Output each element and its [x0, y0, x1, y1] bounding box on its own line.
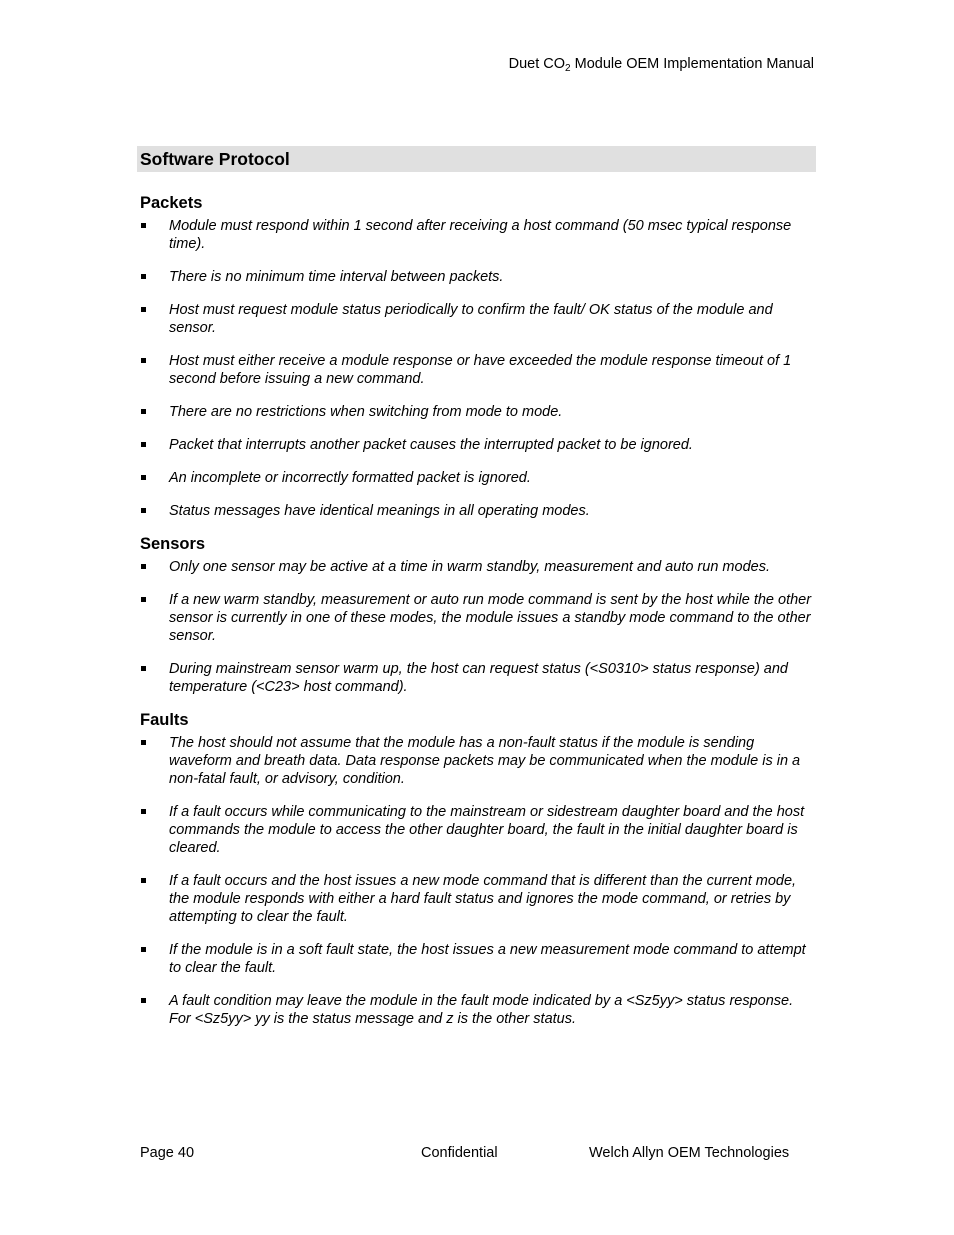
list-item [140, 436, 817, 454]
list-item [140, 301, 817, 337]
bullet-square-icon [141, 508, 146, 513]
list-item [140, 502, 817, 520]
header-title-pre: Duet CO [508, 56, 566, 72]
list-item [140, 992, 817, 1028]
list-item [140, 872, 817, 926]
bullet-square-icon [141, 274, 146, 279]
page-content [140, 146, 816, 1028]
list-item [140, 803, 817, 857]
sensors-heading: Sensors [140, 535, 206, 553]
list-item [140, 558, 817, 576]
faults-list [140, 734, 816, 1028]
list-item-text: An incomplete or incorrectly formatted packet is ignored. [169, 470, 531, 486]
bullet-square-icon [141, 878, 146, 883]
list-item [140, 469, 817, 487]
bullet-square-icon [141, 740, 146, 745]
bullet-square-icon [141, 564, 146, 569]
footer-page-number: Page 40 [140, 1145, 195, 1161]
faults-heading: Faults [140, 711, 189, 729]
packets-heading: Packets [140, 194, 203, 212]
list-item [140, 352, 817, 388]
bullet-square-icon [141, 475, 146, 480]
list-item-text: Status messages have identical meanings in all operating modes. [169, 503, 590, 519]
list-item [140, 660, 817, 696]
bullet-square-icon [141, 998, 146, 1003]
list-item-text: Packet that interrupts another packet causes the interrupted packet to be ignored. [169, 437, 693, 453]
sensors-list [140, 558, 816, 696]
list-item [140, 217, 817, 253]
header-title-subscript: 2 [565, 63, 571, 74]
list-item [140, 268, 817, 286]
list-item-text: A fault condition may leave the module in the fault mode indicated by a <Sz5yy> status response. For <Sz5yy> yy is the status message and z is the other status. [169, 993, 794, 1027]
list-item-text: There is no minimum time interval between packets. [169, 269, 504, 285]
footer-confidential: Confidential [421, 1145, 498, 1161]
packets-list [140, 217, 816, 520]
header-title-post: Module OEM Implementation Manual [570, 56, 814, 72]
bullet-square-icon [141, 307, 146, 312]
footer-company: Welch Allyn OEM Technologies [589, 1145, 790, 1161]
list-item-text: Host must request module status periodically to confirm the fault/ OK status of the module and sensor. [169, 302, 773, 336]
list-item-text: The host should not assume that the module has a non-fault status if the module is sending waveform and breath data. Data response packets may be communicated when the module is in a non-fatal fault, or advisory, condition. [169, 735, 801, 787]
list-item-text: During mainstream sensor warm up, the host can request status (<S0310> status response) and temperature (<C23> host command). [169, 661, 788, 695]
list-item-text: Host must either receive a module response or have exceeded the module response timeout of 1 second before issuing a new command. [169, 353, 792, 387]
list-item-text: There are no restrictions when switching from mode to mode. [169, 404, 563, 420]
bullet-square-icon [141, 442, 146, 447]
section-title: Software Protocol [137, 146, 816, 172]
bullet-square-icon [141, 409, 146, 414]
list-item [140, 734, 817, 788]
list-item [140, 941, 817, 977]
list-item-text: If a new warm standby, measurement or auto run mode command is sent by the host while the other sensor is currently in one of these modes, the module issues a standby mode command to the other sensor. [169, 592, 812, 644]
bullet-square-icon [141, 597, 146, 602]
list-item-text: If a fault occurs while communicating to the mainstream or sidestream daughter board and the host commands the module to access the other daughter board, the fault in the initial daughter board is cleared. [169, 804, 805, 856]
list-item [140, 591, 817, 645]
list-item-text: If the module is in a soft fault state, the host issues a new measurement mode command to attempt to clear the fault. [169, 942, 806, 976]
list-item [140, 403, 817, 421]
bullet-square-icon [141, 666, 146, 671]
list-item-text: Module must respond within 1 second after receiving a host command (50 msec typical response time). [169, 218, 792, 252]
bullet-square-icon [141, 947, 146, 952]
list-item-text: If a fault occurs and the host issues a new mode command that is different than the current mode, the module responds with either a hard fault status and ignores the mode command, or retries by attempting to clear the fault. [169, 873, 797, 925]
bullet-square-icon [141, 809, 146, 814]
running-header [509, 56, 814, 72]
list-item-text: Only one sensor may be active at a time in warm standby, measurement and auto run modes. [169, 559, 770, 575]
bullet-square-icon [141, 223, 146, 228]
bullet-square-icon [141, 358, 146, 363]
